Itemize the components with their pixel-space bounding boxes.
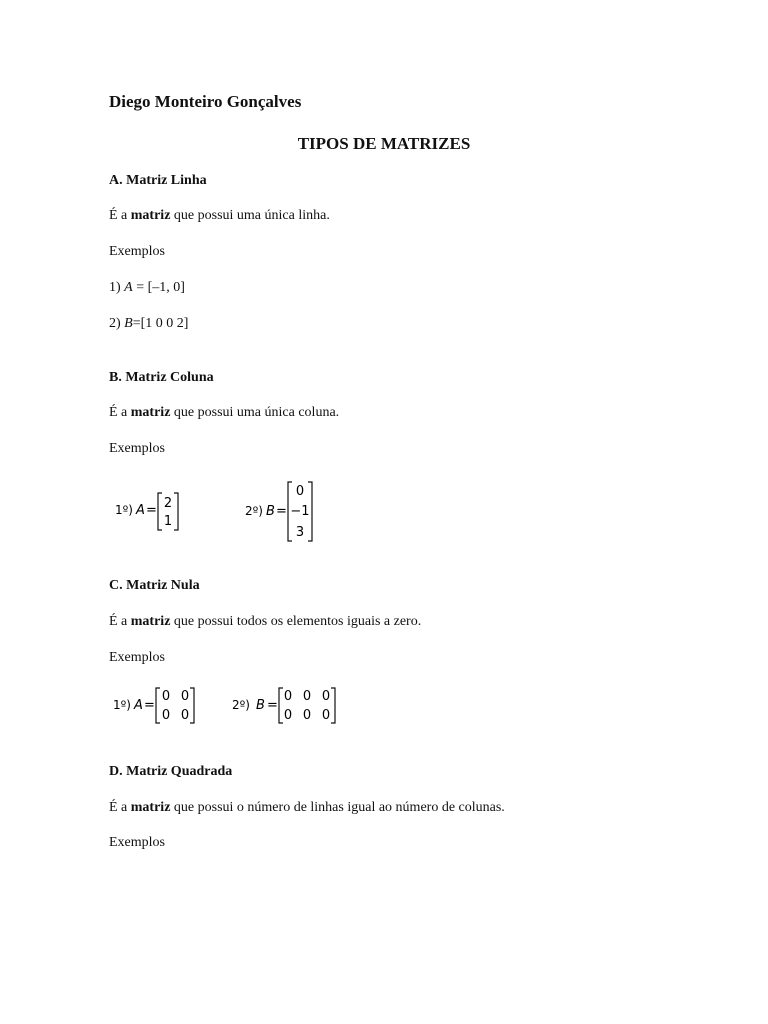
section-d-examples-label: Exemplos	[109, 835, 165, 850]
left-bracket	[158, 493, 162, 530]
section-d-definition	[109, 800, 505, 816]
definition-suffix: que possui uma única linha.	[170, 208, 330, 223]
section-b-matrix-examples	[0, 478, 768, 548]
definition-keyword: matriz	[130, 208, 171, 223]
document-title: TIPOS DE MATRIZES	[297, 134, 471, 153]
section-a-heading: A. Matriz Linha	[109, 173, 207, 188]
matrix-entry: 0	[302, 689, 312, 704]
matrix-entry: 0	[295, 484, 305, 499]
matrix-entry: 3	[295, 525, 305, 540]
section-c-heading: C. Matriz Nula	[109, 578, 200, 593]
matrix-b-variable: B	[266, 504, 275, 519]
right-bracket	[331, 688, 335, 723]
matrix-entry: 0	[283, 689, 293, 704]
matrix-a-equals: =	[144, 698, 155, 713]
matrix-entry: 0	[161, 708, 171, 723]
right-bracket	[174, 493, 178, 530]
matrix-a-variable: A	[134, 698, 143, 713]
matrix-entry: 0	[302, 708, 312, 723]
matrix-a-label: 1º)	[113, 698, 131, 712]
section-c-examples-label: Exemplos	[109, 650, 165, 665]
matrix-entry: 0	[180, 708, 190, 723]
matrix-a-variable: A	[136, 503, 145, 518]
matrix-entry: 0	[180, 689, 190, 704]
section-b-examples-label: Exemplos	[109, 441, 165, 456]
right-bracket	[190, 688, 194, 723]
section-b-definition	[109, 405, 339, 421]
matrix-b-label: 2º)	[232, 698, 250, 712]
section-a-examples-label: Exemplos	[109, 244, 165, 259]
example-variable: B	[124, 316, 133, 331]
author-name: Diego Monteiro Gonçalves	[109, 92, 302, 111]
definition-prefix: É a	[109, 208, 131, 223]
matrix-a-equals: =	[146, 503, 157, 518]
definition-keyword: matriz	[130, 800, 171, 815]
section-c-matrix-examples	[0, 683, 768, 727]
section-d-heading: D. Matriz Quadrada	[109, 764, 233, 779]
definition-keyword: matriz	[130, 614, 171, 629]
matrix-entry: 0	[283, 708, 293, 723]
section-a-example-2	[109, 316, 188, 332]
definition-suffix: que possui uma única coluna.	[170, 405, 340, 420]
matrix-entry: 0	[321, 708, 331, 723]
matrix-a-label: 1º)	[115, 503, 133, 517]
section-a-example-1	[109, 280, 185, 296]
definition-suffix: que possui todos os elementos iguais a zero.	[170, 614, 422, 629]
matrix-entry: 0	[321, 689, 331, 704]
left-bracket	[156, 688, 160, 723]
definition-prefix: É a	[109, 614, 131, 629]
definition-keyword: matriz	[130, 405, 171, 420]
example-number: 1)	[109, 280, 125, 295]
matrix-b-variable: B	[256, 698, 265, 713]
section-a-definition	[109, 208, 330, 224]
definition-prefix: É a	[109, 405, 131, 420]
matrix-entry: 0	[161, 689, 171, 704]
example-expression: =[1 0 0 2]	[132, 316, 189, 331]
matrix-entry: 2	[163, 496, 173, 511]
matrix-entry: −1	[290, 504, 310, 519]
example-number: 2)	[109, 316, 125, 331]
matrix-entry: 1	[163, 514, 173, 529]
matrix-b-label: 2º)	[245, 504, 263, 518]
section-c-definition	[109, 614, 421, 630]
example-variable: A	[124, 280, 133, 295]
matrix-b-equals: =	[276, 504, 287, 519]
example-expression: = [–1, 0]	[132, 280, 185, 295]
definition-prefix: É a	[109, 800, 131, 815]
section-b-heading: B. Matriz Coluna	[109, 370, 214, 385]
matrix-b-equals: =	[267, 698, 278, 713]
left-bracket	[279, 688, 283, 723]
definition-suffix: que possui o número de linhas igual ao número de colunas.	[170, 800, 505, 815]
